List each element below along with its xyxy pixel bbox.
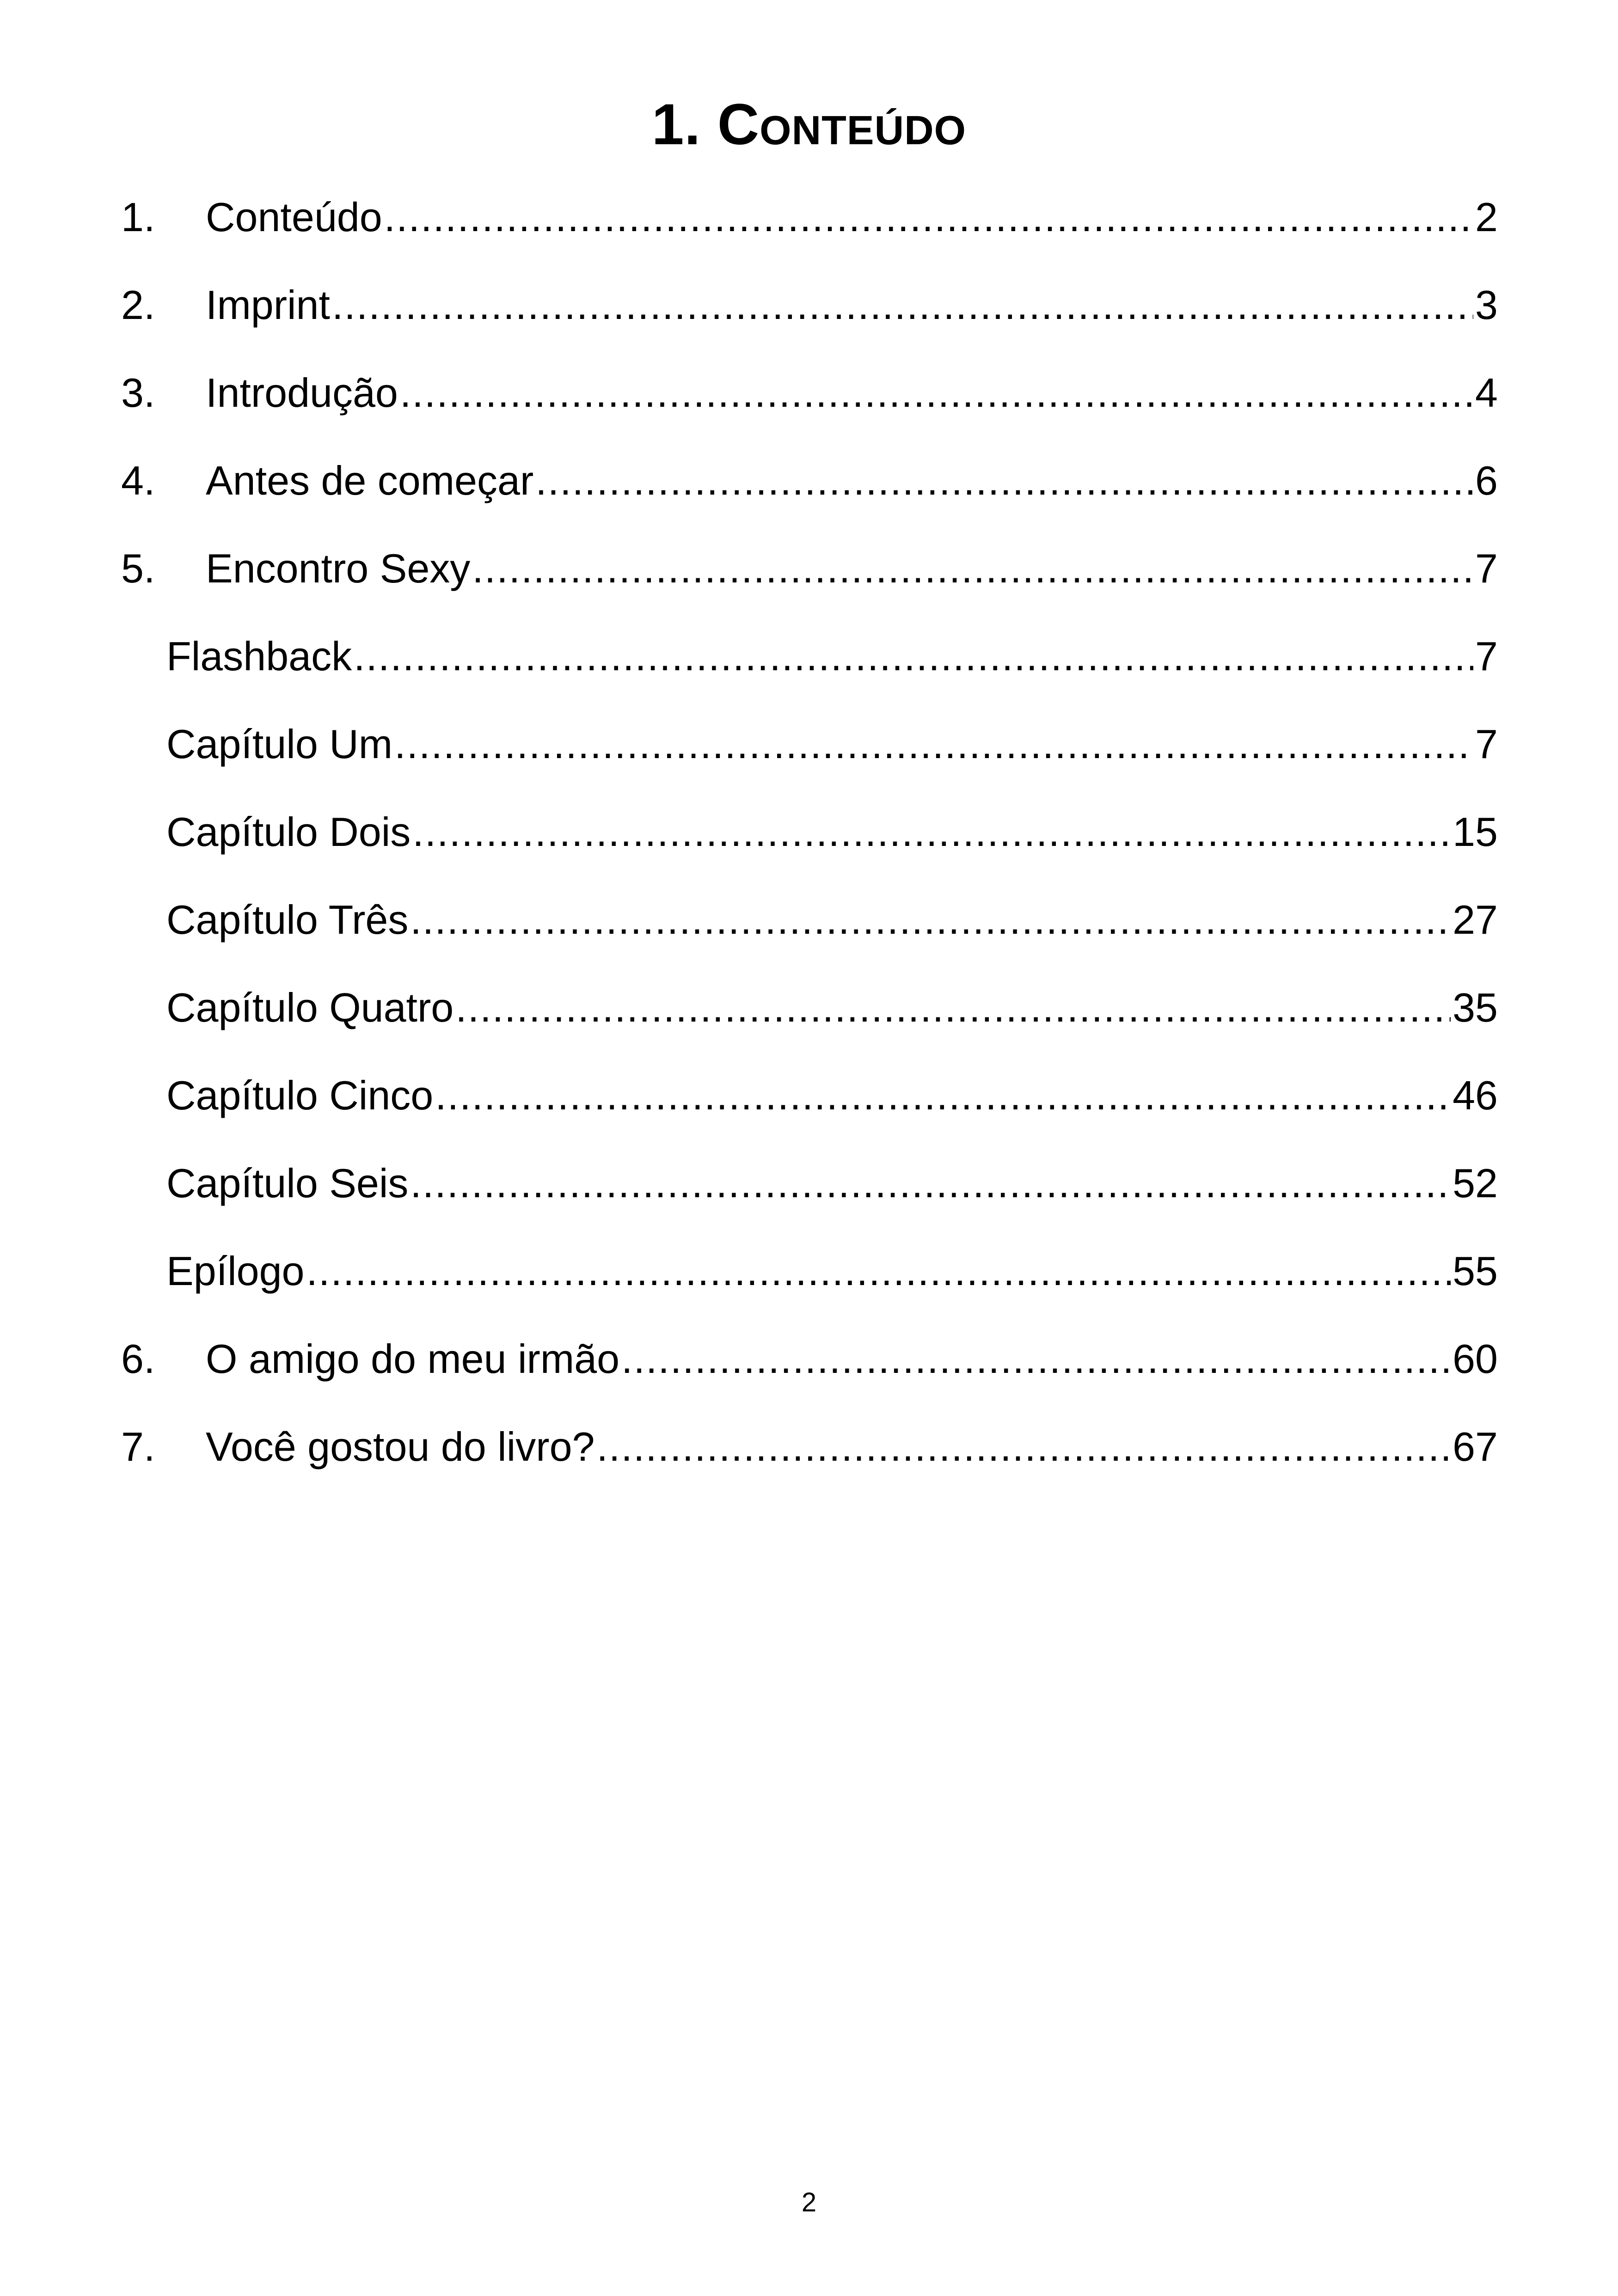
toc-entry-page: 55	[1453, 1248, 1498, 1294]
toc-entry-page: 4	[1475, 370, 1498, 416]
page-title	[0, 86, 1618, 164]
toc-entry-page: 35	[1453, 985, 1498, 1030]
toc-subentry[interactable]	[166, 980, 1498, 1035]
toc-entry-label: Capítulo Cinco	[166, 1072, 434, 1118]
toc-entry-label: Flashback	[166, 633, 352, 679]
toc-subentry[interactable]	[166, 804, 1498, 860]
toc-entry[interactable]	[121, 541, 1498, 596]
toc-dot-leader	[410, 892, 1451, 948]
toc-entry[interactable]	[121, 277, 1498, 333]
toc-entry-page: 60	[1453, 1336, 1498, 1382]
toc-entry[interactable]	[121, 1419, 1498, 1475]
toc-entry-page: 27	[1453, 897, 1498, 943]
toc-subentry[interactable]	[166, 1243, 1498, 1299]
toc-entry-number: 2.	[121, 282, 155, 328]
toc-entry-page: 2	[1475, 194, 1498, 240]
toc-entry-number: 1.	[121, 194, 155, 240]
toc-entry-label: Introdução	[206, 370, 398, 416]
toc-entry-number: 3.	[121, 370, 155, 416]
toc-dot-leader	[412, 804, 1451, 860]
toc-dot-leader	[435, 1068, 1451, 1123]
toc-entry-label: Antes de começar	[206, 458, 534, 503]
toc-entry-page: 52	[1453, 1160, 1498, 1206]
toc-entry-label: Epílogo	[166, 1248, 305, 1294]
toc-subentry[interactable]	[166, 629, 1498, 684]
toc-entry[interactable]	[121, 190, 1498, 245]
toc-entry-number: 6.	[121, 1336, 155, 1382]
toc-subentry[interactable]	[166, 1068, 1498, 1123]
toc-dot-leader	[384, 190, 1473, 245]
toc-entry-page: 67	[1453, 1424, 1498, 1469]
toc-subentry[interactable]	[166, 1156, 1498, 1211]
toc-dot-leader	[455, 980, 1451, 1035]
page-number: 2	[801, 2187, 817, 2217]
toc-entry-label: Encontro Sexy	[206, 545, 471, 591]
toc-entry-label: Capítulo Seis	[166, 1160, 409, 1206]
toc-entry-page: 15	[1453, 809, 1498, 855]
toc-dot-leader	[400, 365, 1473, 421]
toc-entry-page: 6	[1475, 458, 1498, 503]
toc-dot-leader	[472, 541, 1473, 596]
toc-entry-label: Você gostou do livro?	[206, 1424, 595, 1469]
toc-entry-page: 7	[1475, 545, 1498, 591]
toc-dot-leader	[332, 277, 1473, 333]
toc-entry-number: 4.	[121, 458, 155, 503]
toc-dot-leader	[306, 1243, 1451, 1299]
toc-entry-page: 7	[1475, 721, 1498, 767]
toc-dot-leader	[354, 629, 1473, 684]
toc-entry-number: 5.	[121, 545, 155, 591]
toc-dot-leader	[621, 1331, 1451, 1387]
toc-entry-label: Capítulo Dois	[166, 809, 411, 855]
heading-number: 1.	[651, 92, 701, 157]
toc-subentry[interactable]	[166, 892, 1498, 948]
toc-entry-label: O amigo do meu irmão	[206, 1336, 620, 1382]
toc-entry-page: 3	[1475, 282, 1498, 328]
toc-dot-leader	[535, 453, 1473, 508]
toc-entry-label: Conteúdo	[206, 194, 382, 240]
toc-dot-leader	[394, 716, 1473, 772]
toc-entry-number: 7.	[121, 1424, 155, 1469]
toc-dot-leader	[596, 1419, 1451, 1475]
toc-subentry[interactable]	[166, 716, 1498, 772]
toc-dot-leader	[410, 1156, 1451, 1211]
heading-title: Conteúdo	[717, 92, 967, 157]
toc-entry-page: 7	[1475, 633, 1498, 679]
toc-entry-label: Capítulo Um	[166, 721, 393, 767]
toc-entry-label: Capítulo Três	[166, 897, 409, 943]
toc-entry-label: Imprint	[206, 282, 330, 328]
toc-entry[interactable]	[121, 1331, 1498, 1387]
toc-entry[interactable]	[121, 453, 1498, 508]
toc-entry-label: Capítulo Quatro	[166, 985, 454, 1030]
toc-entry[interactable]	[121, 365, 1498, 421]
toc-entry-page: 46	[1453, 1072, 1498, 1118]
